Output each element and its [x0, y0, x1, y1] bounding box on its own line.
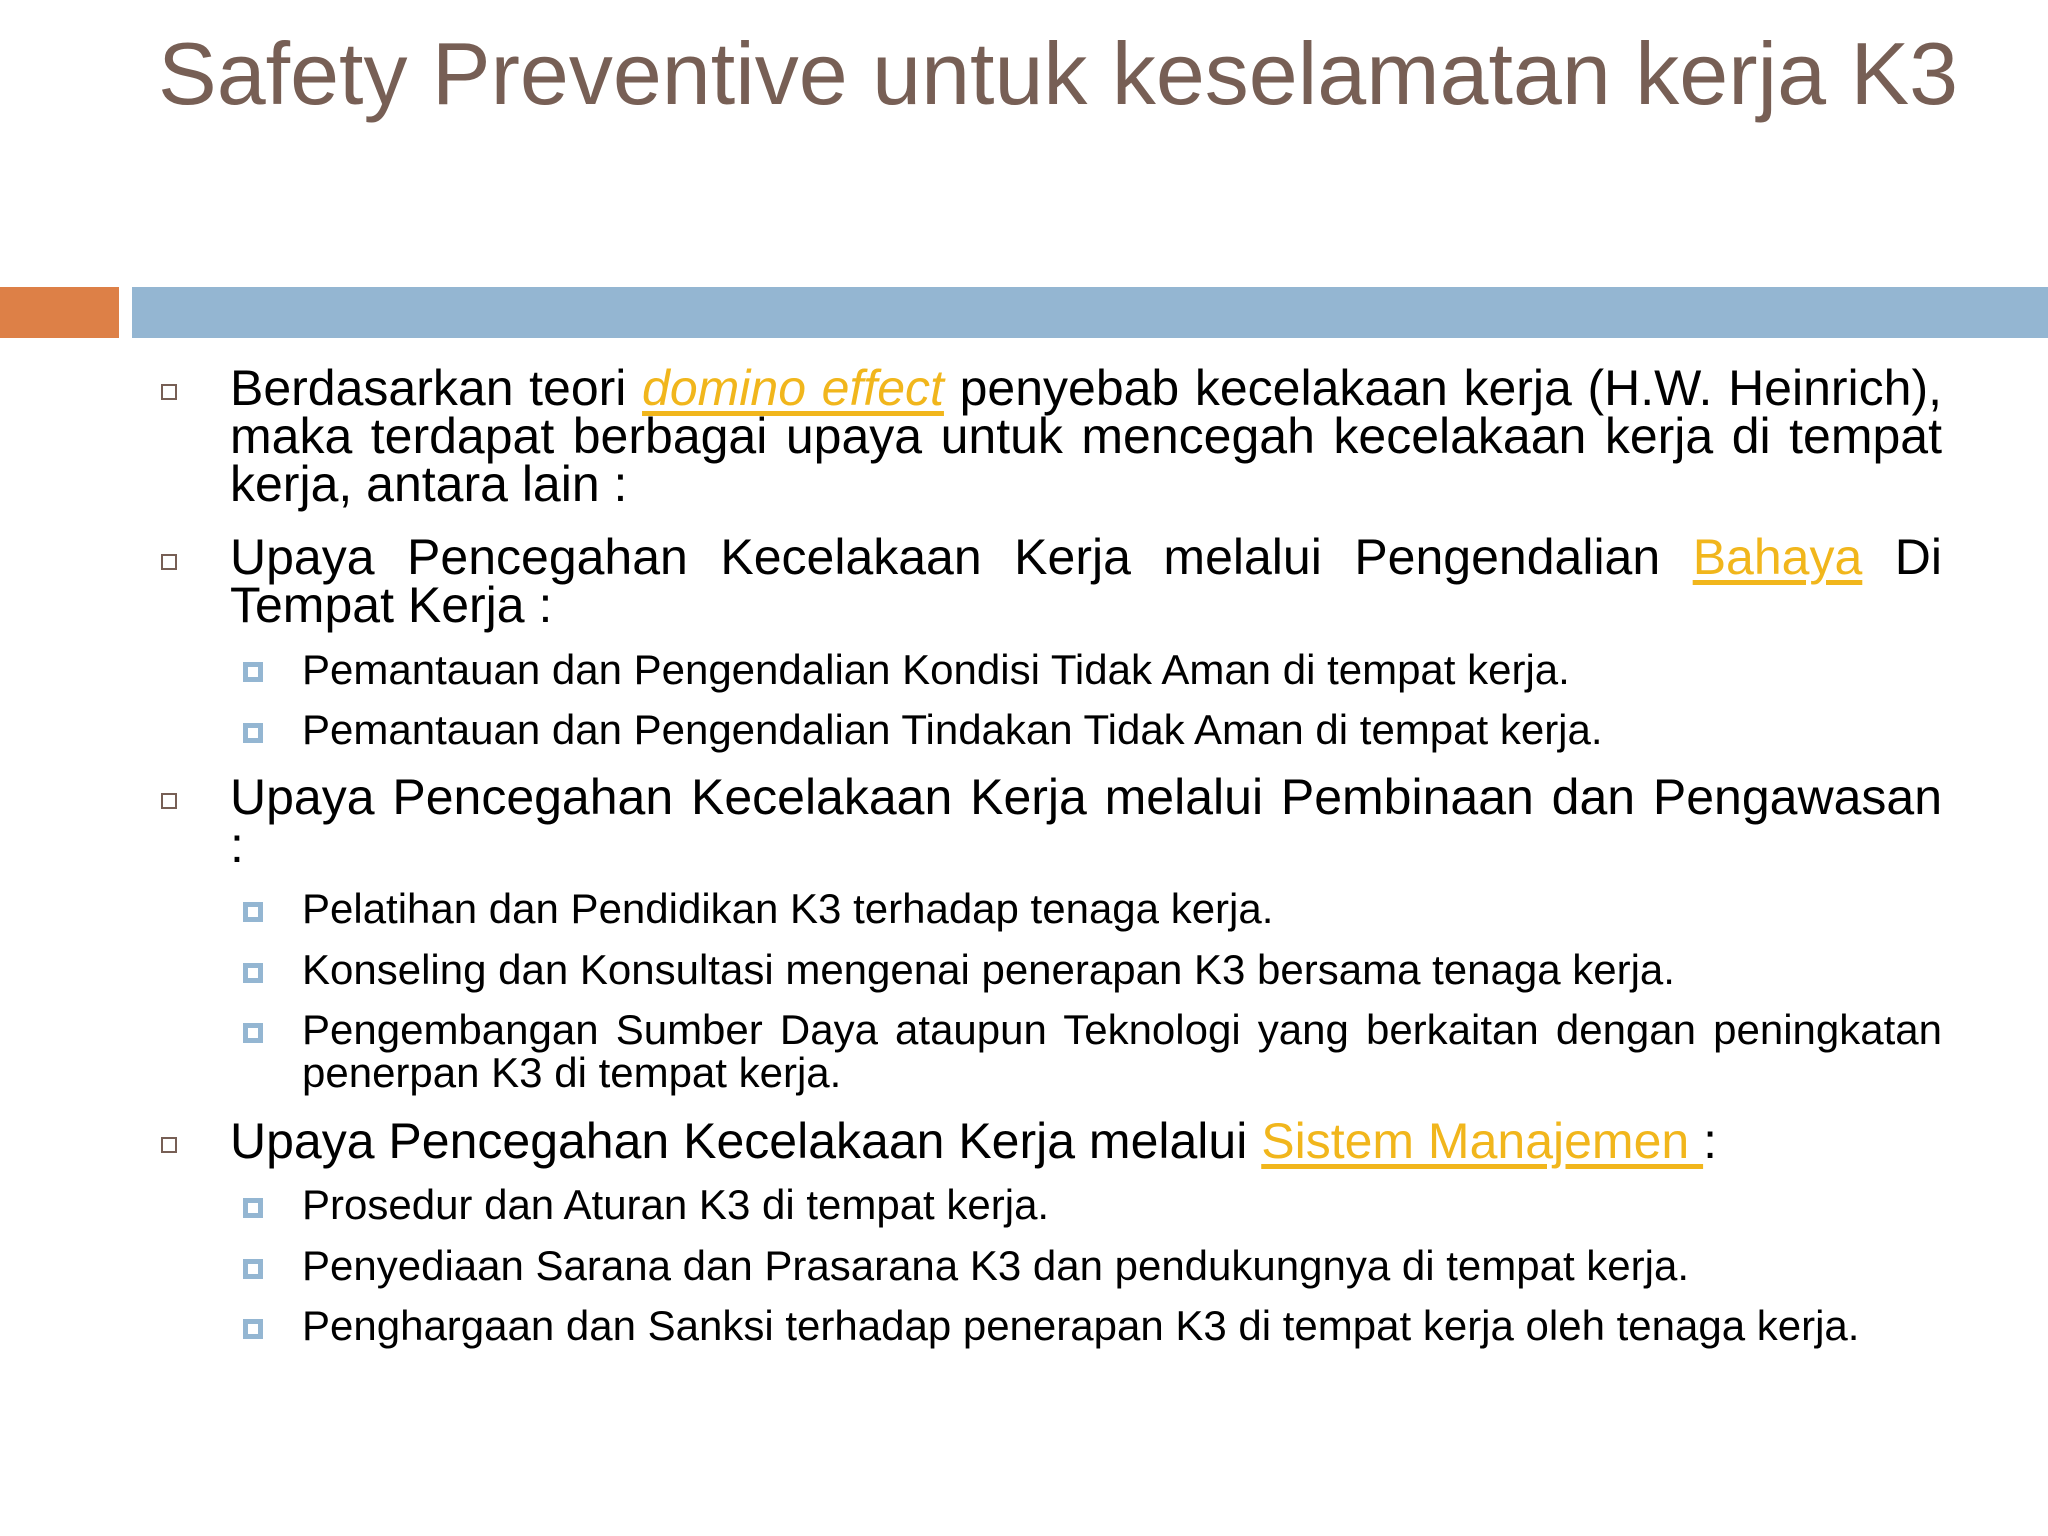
- bullet-domino-effect: Berdasarkan teori domino effect penyebab kecelakaan kerja (H.W. Heinrich), maka terdapat berbagai upaya untuk mencegah kecelakaan kerja di tempat kerja, antara lain :: [230, 360, 1943, 512]
- link-bahaya[interactable]: Bahaya: [1692, 529, 1863, 585]
- sub-item: Pelatihan dan Pendidikan K3 terhadap tenaga kerja.: [302, 885, 1274, 932]
- sub-bullet-icon: [243, 1259, 263, 1279]
- accent-bar-blue: [132, 287, 2048, 338]
- slide-title: Safety Preventive untuk keselamatan kerja K3: [158, 24, 1959, 123]
- sub-bullet-icon: [243, 723, 263, 743]
- sub-item: Pengembangan Sumber Daya ataupun Teknologi yang berkaitan dengan peningkatan penerpan K3 di tempat kerja.: [302, 1006, 1942, 1096]
- bullet-pembinaan-pengawasan: Upaya Pencegahan Kecelakaan Kerja melalui Pembinaan dan Pengawasan :: [230, 769, 1942, 873]
- sub-item: Pemantauan dan Pengendalian Kondisi Tidak Aman di tempat kerja.: [302, 646, 1570, 693]
- sub-bullet-icon: [243, 1023, 263, 1043]
- bullet-sistem-manajemen: Upaya Pencegahan Kecelakaan Kerja melalui Sistem Manajemen :: [230, 1113, 1717, 1169]
- sub-bullet-icon: [243, 1198, 263, 1218]
- accent-bar-orange: [0, 287, 119, 338]
- sub-bullet-icon: [243, 1319, 263, 1339]
- sub-item: Penyediaan Sarana dan Prasarana K3 dan pendukungnya di tempat kerja.: [302, 1242, 1689, 1289]
- bullet-square-icon: [161, 554, 177, 570]
- link-domino-effect[interactable]: domino effect: [642, 360, 944, 416]
- sub-item: Konseling dan Konsultasi mengenai penerapan K3 bersama tenaga kerja.: [302, 946, 1675, 993]
- sub-bullet-icon: [243, 963, 263, 983]
- sub-item: Prosedur dan Aturan K3 di tempat kerja.: [302, 1181, 1050, 1228]
- bullet-square-icon: [161, 793, 177, 809]
- bullet-square-icon: [161, 1137, 177, 1153]
- sub-item: Pemantauan dan Pengendalian Tindakan Tidak Aman di tempat kerja.: [302, 706, 1603, 753]
- sub-item: Penghargaan dan Sanksi terhadap penerapan K3 di tempat kerja oleh tenaga kerja.: [302, 1302, 1860, 1349]
- bullet-square-icon: [161, 384, 177, 400]
- bullet-pengendalian-bahaya: Upaya Pencegahan Kecelakaan Kerja melalui Pengendalian Bahaya Di Tempat Kerja :: [230, 529, 1943, 633]
- sub-bullet-icon: [243, 662, 263, 682]
- sub-bullet-icon: [243, 902, 263, 922]
- link-sistem-manajemen[interactable]: Sistem Manajemen: [1261, 1113, 1704, 1169]
